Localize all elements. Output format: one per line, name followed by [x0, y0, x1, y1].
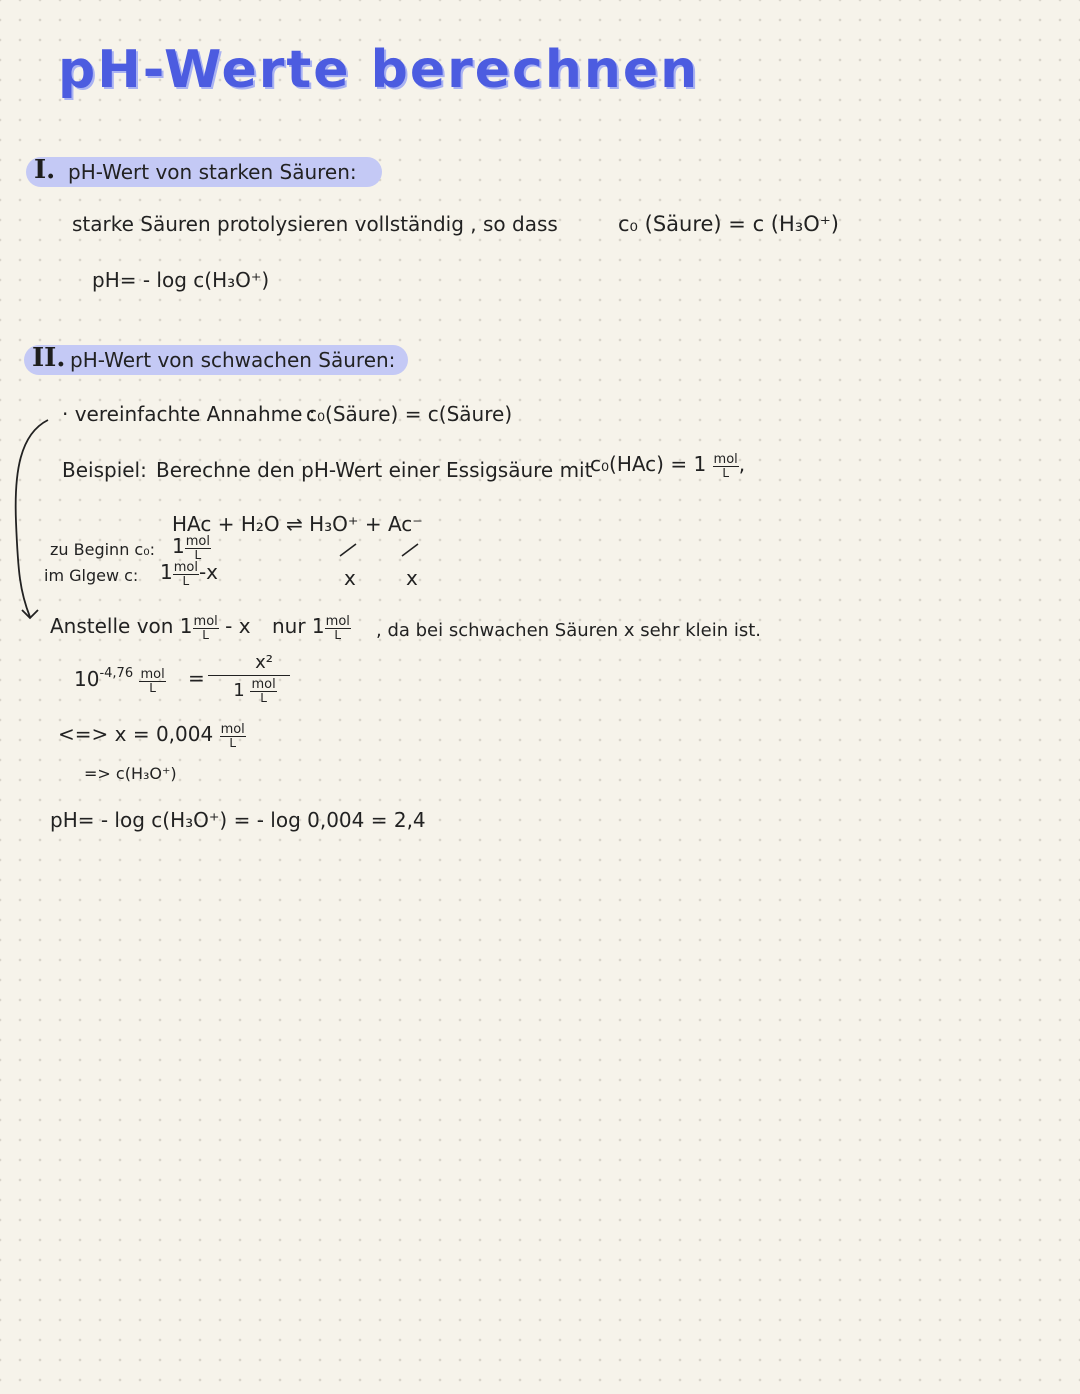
- row2-suffix: -x: [198, 560, 219, 584]
- assumption-label: · vereinfachte Annahme :: [62, 402, 316, 426]
- instead-suffix: - x: [225, 614, 251, 638]
- solution-text: <=> x = 0,004: [58, 722, 214, 746]
- row2-unit-den: L: [182, 573, 190, 588]
- example-text: Berechne den pH-Wert einer Essigsäure mit: [156, 458, 593, 482]
- ka-value: [74, 666, 166, 694]
- section1-text: [72, 212, 558, 236]
- row2-value: [160, 560, 218, 587]
- example-unit: [713, 453, 739, 479]
- instead-unit-num: mol: [193, 613, 218, 629]
- section1-text-eq: c₀ (Säure) = c (H₃O⁺): [618, 212, 840, 236]
- instead-unit-den: L: [202, 627, 209, 642]
- ka-unit-den: L: [149, 680, 156, 695]
- section2-heading: pH-Wert von schwachen Säuren:: [70, 348, 396, 372]
- nur-unit-den: L: [334, 627, 342, 642]
- final-result: pH= - log c(H₃O⁺) = - log 0,004 = 2,4: [50, 808, 426, 832]
- section2-label: II.: [32, 343, 66, 373]
- ka-fraction: [208, 652, 290, 704]
- x-under-h3o: x: [344, 566, 356, 590]
- instead-text: Anstelle von 1: [50, 614, 193, 638]
- ka-den-unit-num: mol: [251, 677, 276, 692]
- unit-den: L: [722, 465, 729, 480]
- section1-heading: pH-Wert von starken Säuren:: [68, 160, 357, 184]
- solution-line: [58, 722, 246, 749]
- row1-unit-den: L: [194, 547, 202, 562]
- ka-den-number: 1: [233, 680, 245, 701]
- ka-fraction-num: x²: [255, 652, 273, 673]
- ka-den-unit-den: L: [260, 691, 267, 705]
- x-under-ac: x: [406, 566, 418, 590]
- solution-unit-den: L: [229, 735, 237, 750]
- instead-nur-text: nur 1: [272, 614, 325, 638]
- ka-fraction-line: [208, 675, 290, 676]
- row1-label: zu Beginn c₀:: [50, 540, 156, 559]
- unit-num: mol: [713, 451, 738, 467]
- row1-number: 1: [172, 534, 185, 558]
- ka-unit-num: mol: [140, 666, 165, 682]
- ka-fraction-den: [208, 678, 290, 704]
- reaction-equation: HAc + H₂O ⇌ H₃O⁺ + Ac⁻: [172, 512, 423, 536]
- example-label: Beispiel:: [62, 458, 147, 482]
- instead-nur: [272, 614, 351, 641]
- implies-line: => c(H₃O⁺): [84, 764, 177, 783]
- assumption-equation: c₀(Säure) = c(Säure): [306, 402, 513, 426]
- bracket-arrow-icon: [8, 412, 68, 632]
- nur-unit-num: mol: [325, 613, 350, 629]
- slash-marks-icon: [336, 540, 436, 560]
- example-value-text: c₀(HAc) = 1: [590, 452, 707, 476]
- instead-line: [50, 614, 251, 641]
- ka-base: 10: [74, 667, 100, 691]
- solution-unit-num: mol: [220, 721, 245, 737]
- section1-text-main: starke Säuren protolysieren vollständig , so dass: [72, 212, 558, 236]
- example-value: c₀(HAc) = 1 $\frac{\text{mol}}{L}$ ,: [590, 451, 746, 480]
- instead-rest: , da bei schwachen Säuren x sehr klein ist.: [376, 620, 762, 641]
- row2-unit-num: mol: [173, 559, 198, 575]
- row2-label: im Glgew c:: [44, 566, 139, 585]
- section1-formula: pH= - log c(H₃O⁺): [92, 268, 270, 292]
- ka-exp: -4,76: [99, 666, 134, 681]
- row2-number: 1: [160, 560, 173, 584]
- ka-equals: =: [188, 666, 205, 690]
- row1-unit-num: mol: [185, 533, 210, 549]
- section1-label: I.: [34, 155, 56, 185]
- page-title: pH-Werte berechnen: [58, 40, 700, 100]
- row1-value: [172, 534, 211, 561]
